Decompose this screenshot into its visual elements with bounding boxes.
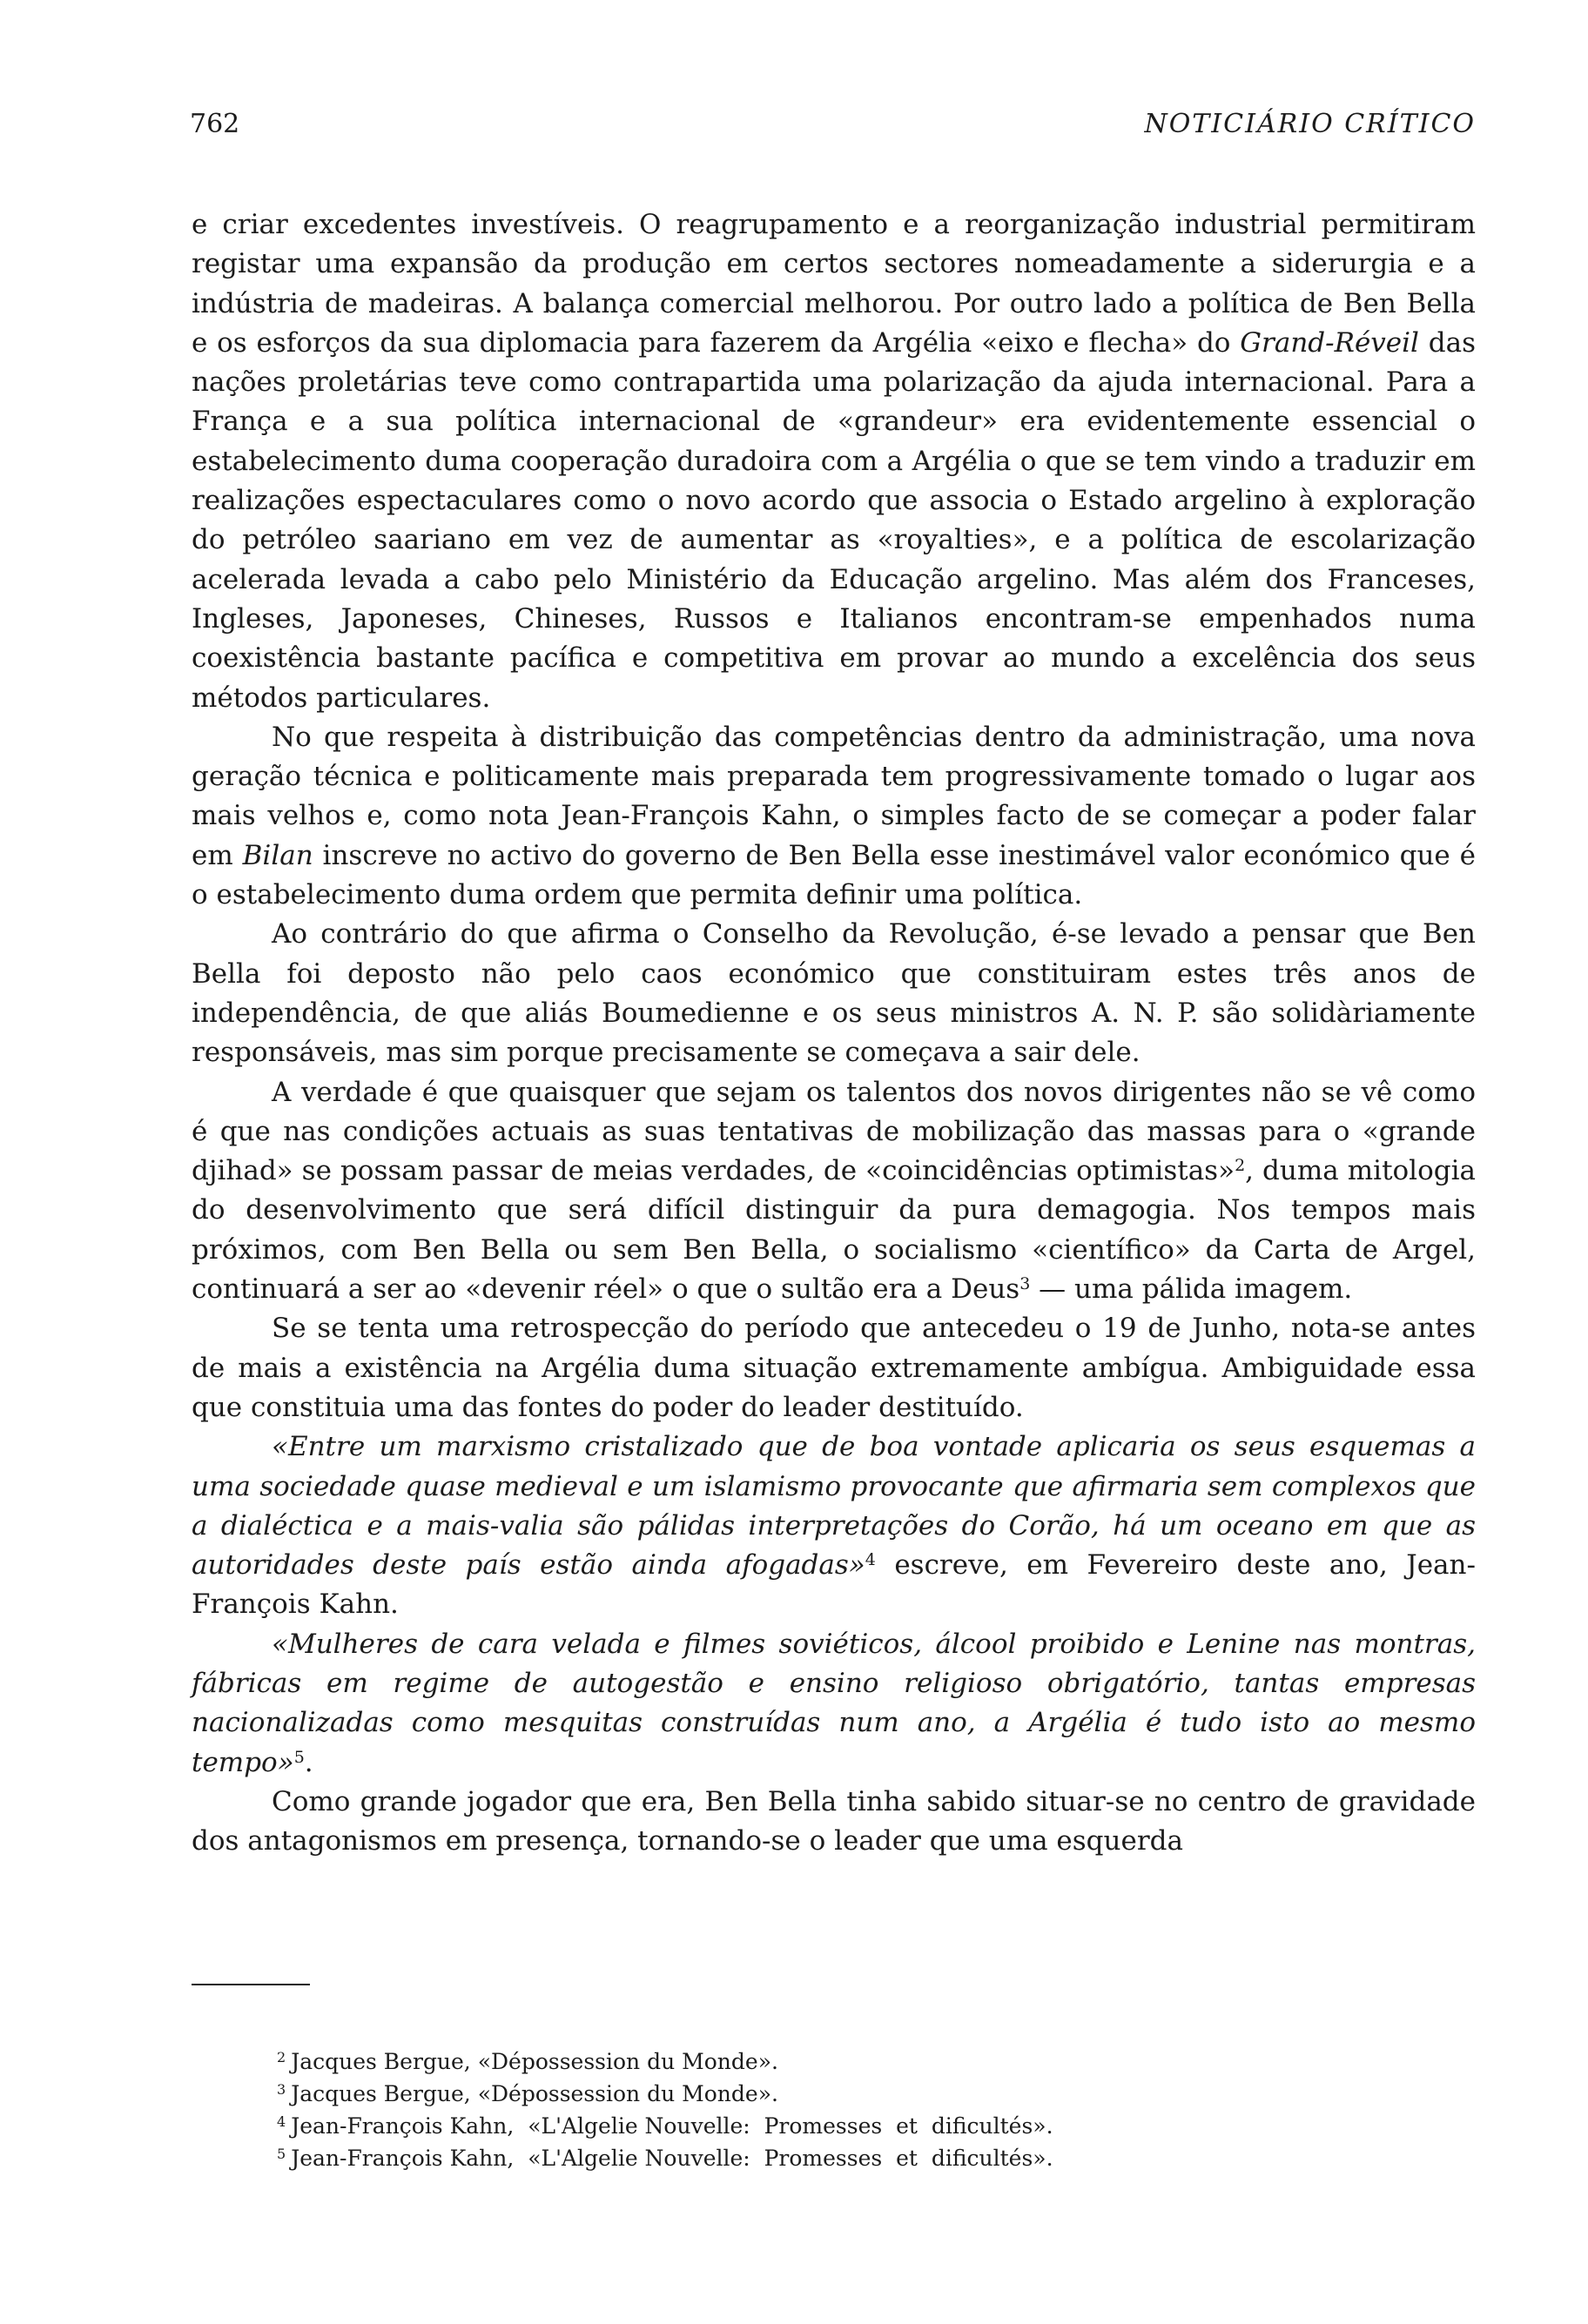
footnote-number: 3	[277, 2081, 286, 2098]
italic-text: Bilan	[242, 839, 313, 871]
footnote	[277, 2078, 1409, 2110]
footnote-reference: 4	[865, 1550, 876, 1570]
running-title: NOTICIÁRIO CRÍTICO	[1144, 109, 1476, 139]
footnote-number: 4	[277, 2113, 286, 2130]
paragraph	[192, 1625, 1476, 1783]
text-run: das nações proletárias teve como contrapartida uma polarização da ajuda internacional. Para a França e a sua política internacional de «grandeur» era evidentemente essencial o estabelecimento duma cooperação duradoira com a Argélia o que se tem vindo a traduzir em realizações espectaculares como o novo acordo que associa o Estado argelino à exploração do petróleo saariano em vez de aumentar as «royalties», e a política de escolarização acelerada levada a cabo pelo Ministério da Educação argelino. Mas além dos Franceses, Ingleses, Japoneses, Chineses, Russos e Italianos encontram-se empenhados numa coexistência bastante pacífica e competitiva em provar ao mundo a excelência dos seus métodos particulares.	[192, 326, 1476, 714]
footnote-number: 5	[277, 2146, 286, 2162]
text-run: .	[304, 1746, 313, 1778]
footnotes	[277, 2045, 1409, 2174]
italic-text: «Entre um marxismo cristalizado que de boa vontade aplicaria os seus esquemas a uma sociedade quase medieval e um islamismo provocante que afirmaria sem complexos que a dialéctica e a mais-valia são pálidas interpretações do Corão, há um oceano em que as autoridades deste país estão ainda afogadas»	[192, 1431, 1476, 1582]
page-header	[190, 109, 1476, 139]
footnote	[277, 2045, 1409, 2078]
text-run: Ao contrário do que afirma o Conselho da Revolução, é-se levado a pensar que Ben Bella foi deposto não pelo caos económico que constituiram estes três anos de independência, de que aliás Boumedienne e os seus ministros A. N. P. são solidàriamente responsáveis, mas sim porque precisamente se começava a sair dele.	[192, 918, 1476, 1069]
footnote-divider	[192, 1984, 310, 1985]
footnote-text: Jacques Bergue, «Dépossession du Monde».	[291, 2081, 778, 2106]
paragraph	[192, 915, 1476, 1072]
footnote	[277, 2110, 1409, 2142]
text-run: e criar excedentes investíveis. O reagrupamento e a reorganização industrial permitiram registar uma expansão da produção em certos sectores nomeadamente a siderurgia e a indústria de madeiras. A balança comercial melhorou. Por outro lado a política de Ben Bella e os esforços da sua diplomacia para fazerem da Argélia «eixo e flecha» do	[192, 209, 1476, 359]
paragraph	[192, 718, 1476, 915]
paragraph	[192, 1783, 1476, 1862]
italic-text: «Mulheres de cara velada e filmes soviéticos, álcool proibido e Lenine nas montras, fábricas em regime de autogestão e ensino religioso obrigatório, tantas empresas nacionalizadas como mesquitas construídas num ano, a Argélia é tudo isto ao mesmo tempo»	[192, 1628, 1476, 1778]
footnote-text: Jean-François Kahn, «L'Algelie Nouvelle: Promesses et dificultés».	[291, 2146, 1053, 2171]
footnote	[277, 2142, 1409, 2174]
paragraph	[192, 205, 1476, 718]
text-run: Se se tenta uma retrospecção do período que antecedeu o 19 de Junho, nota-se antes de mais a existência na Argélia duma situação extremamente ambígua. Ambiguidade essa que constituia uma das fontes do poder do leader destituído.	[192, 1313, 1476, 1423]
text-run: Como grande jogador que era, Ben Bella tinha sabido situar-se no centro de gravidade dos antagonismos em presença, tornando-se o leader que uma esquerda	[192, 1785, 1476, 1857]
text-run: No que respeita à distribuição das competências dentro da administração, uma nova geração técnica e politicamente mais preparada tem progressivamente tomado o lugar aos mais velhos e, como nota Jean-François Kahn, o simples facto de se começar a poder falar em	[192, 721, 1476, 871]
footnote-number: 2	[277, 2049, 286, 2065]
text-run: escreve, em Fevereiro deste ano, Jean-François Kahn.	[192, 1549, 1476, 1621]
text-run: A verdade é que quaisquer que sejam os talentos dos novos dirigentes não se vê como é que nas condições actuais as suas tentativas de mobilização das massas para o «grande djihad» se possam passar de meias verdades, de «coincidências optimistas»	[192, 1076, 1476, 1187]
paragraph	[192, 1309, 1476, 1427]
paragraph	[192, 1073, 1476, 1310]
text-run: inscreve no activo do governo de Ben Bella esse inestimável valor económico que é o estabelecimento duma ordem que permita definir uma política.	[192, 839, 1476, 911]
page-number: 762	[190, 109, 240, 139]
italic-text: Grand-Réveil	[1240, 326, 1419, 359]
footnote-reference: 2	[1235, 1156, 1246, 1176]
paragraph	[192, 1427, 1476, 1624]
text-run: , duma mitologia do desenvolvimento que será difícil distinguir da pura demagogia. Nos tempos mais próximos, com Ben Bella ou sem Ben Bella, o socialismo «científico» da Carta de Argel, continuará a ser ao «devenir réel» o que o sultão era a Deus	[192, 1155, 1477, 1306]
text-run: — uma pálida imagem.	[1030, 1273, 1353, 1306]
footnote-reference: 3	[1019, 1274, 1031, 1294]
footnote-text: Jacques Bergue, «Dépossession du Monde».	[291, 2049, 778, 2074]
footnote-text: Jean-François Kahn, «L'Algelie Nouvelle: Promesses et dificultés».	[291, 2113, 1053, 2139]
body-text	[192, 205, 1476, 1861]
footnote-reference: 5	[293, 1747, 305, 1767]
